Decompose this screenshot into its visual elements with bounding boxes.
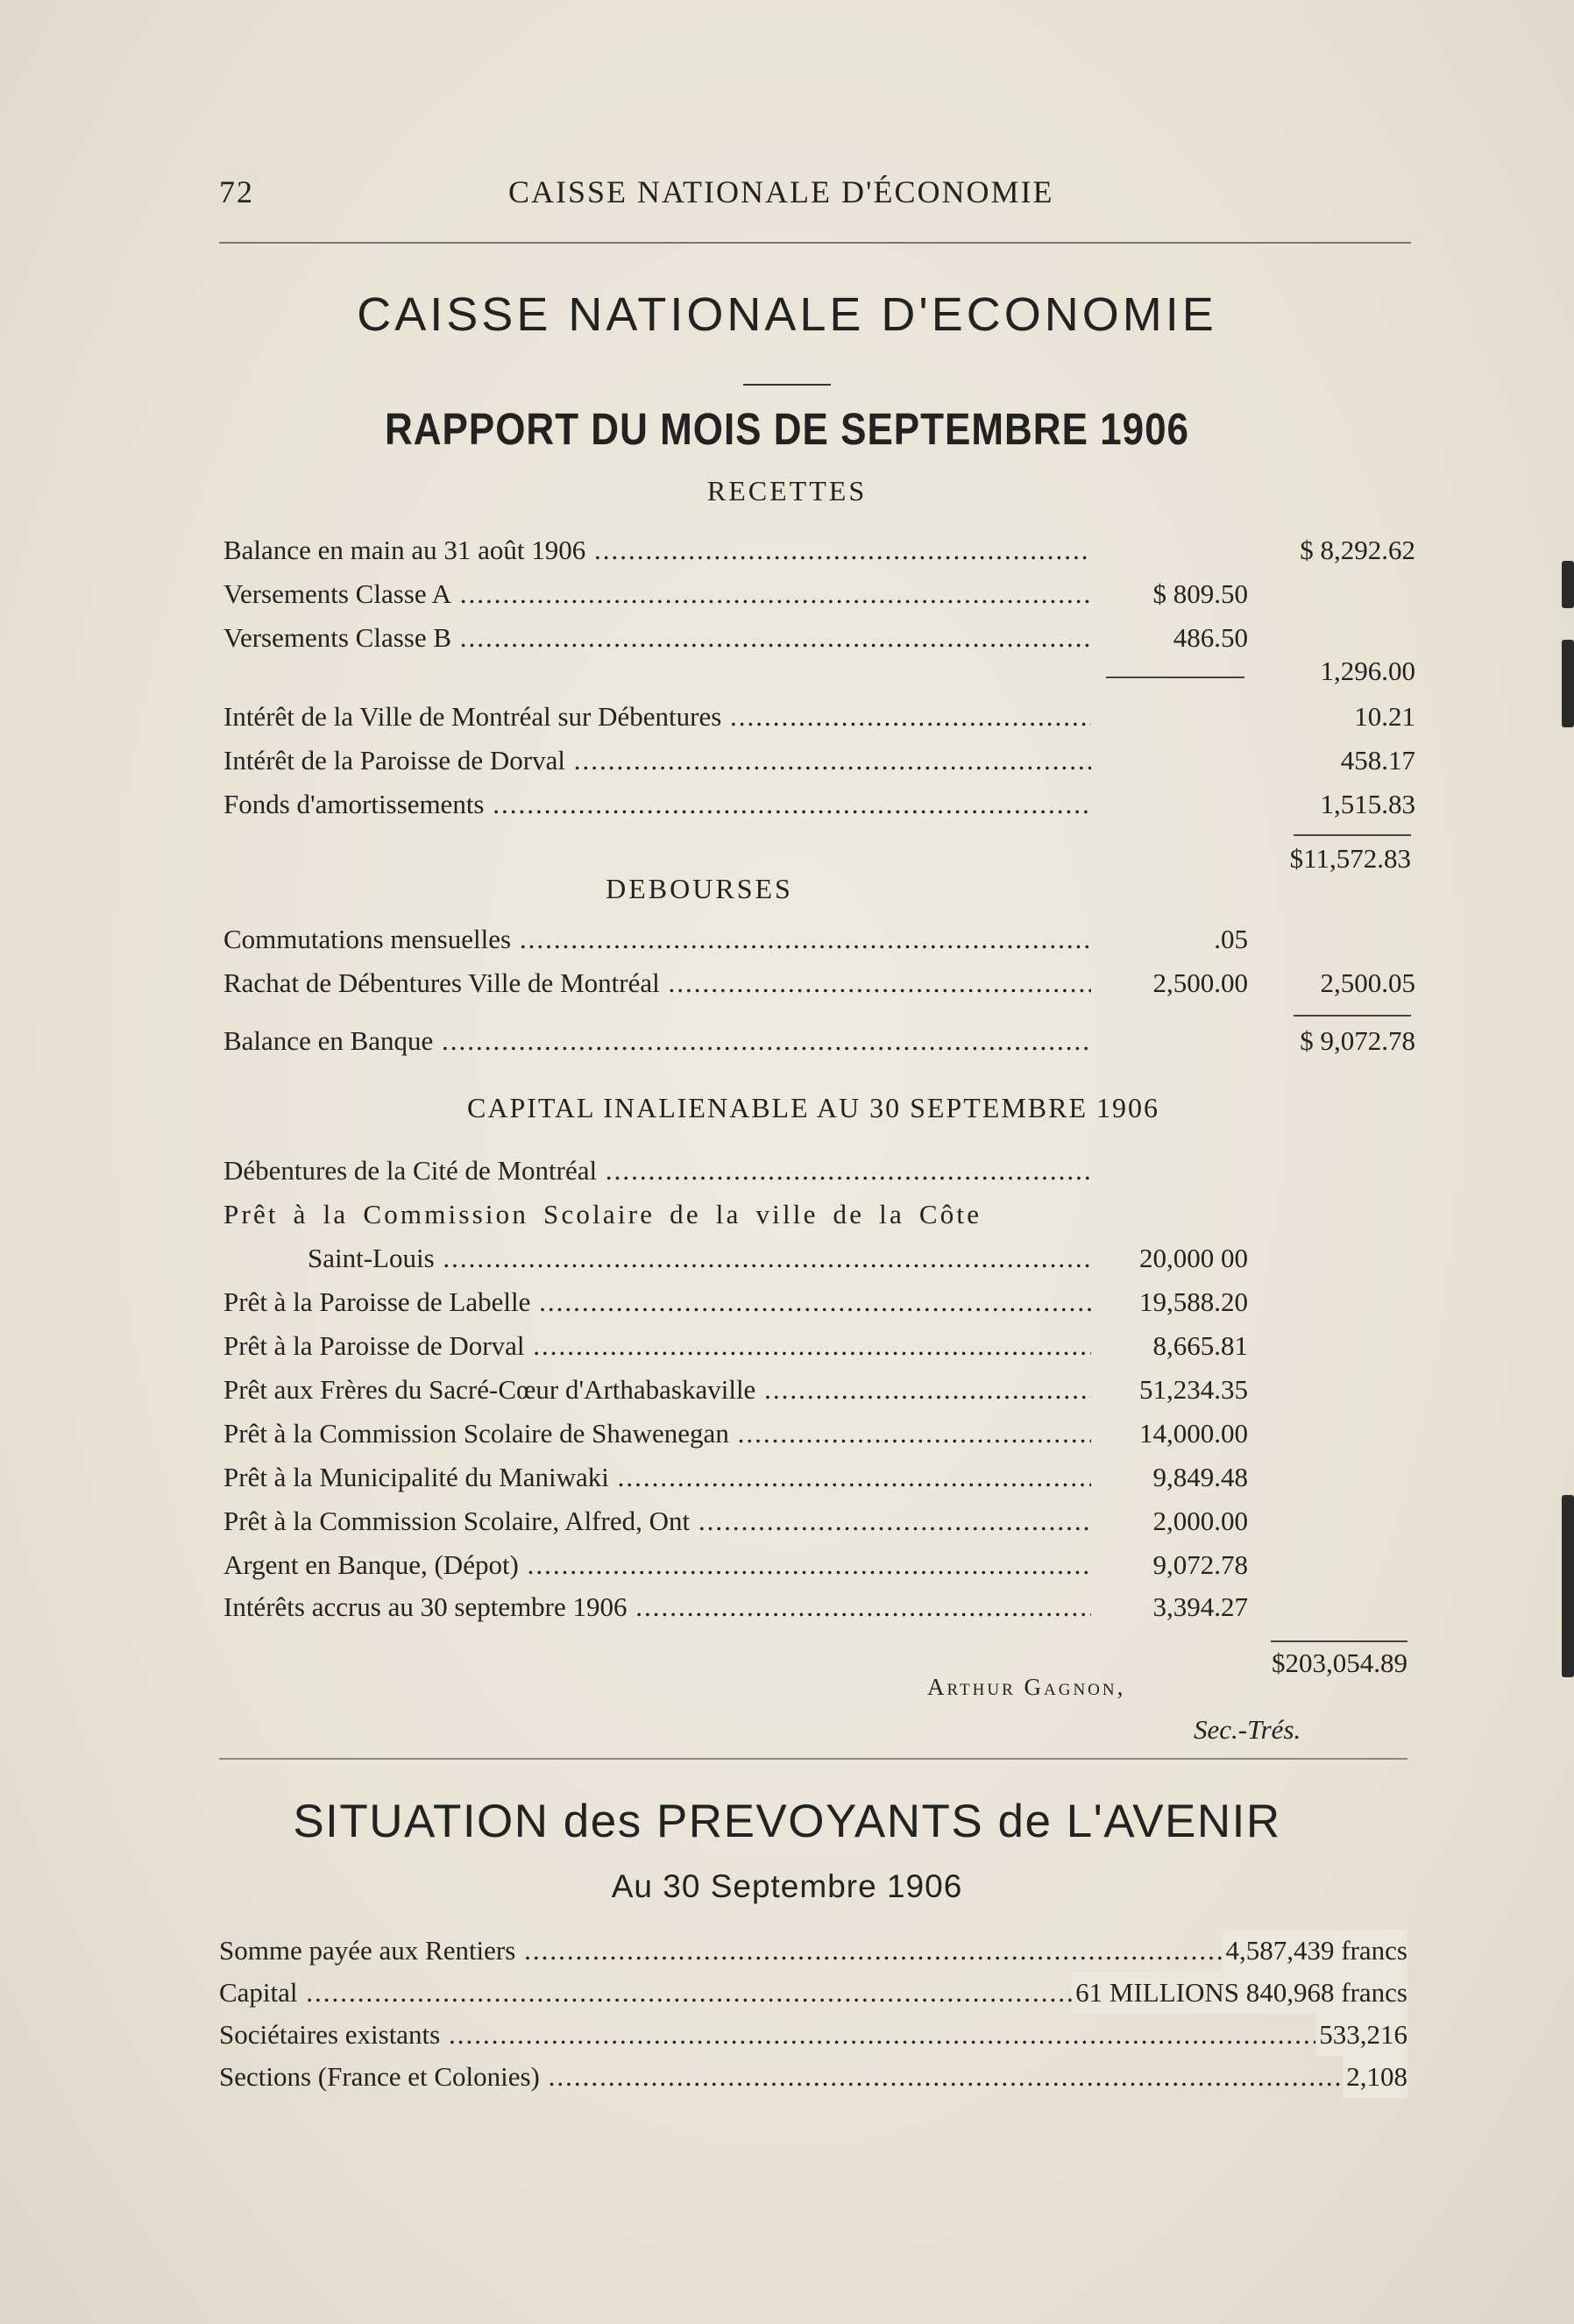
row-label: Rachat de Débentures Ville de Montréal ..... xyxy=(223,964,1091,1003)
binding-clip xyxy=(1562,1495,1574,1677)
row-label: Balance en main au 31 août 1906 ..... xyxy=(223,531,1091,570)
recettes-row xyxy=(223,698,1415,736)
row-value: $ 9,072.78 xyxy=(1300,1025,1415,1056)
running-title: CAISSE NATIONALE D'ÉCONOMIE xyxy=(508,174,1054,209)
row-label: Prêt à la Commission Scolaire de Shawenegan ..... xyxy=(223,1414,1091,1453)
capital-row xyxy=(223,1414,1415,1453)
row-label: Sociétaires existants ..... xyxy=(219,2019,1407,2050)
prevoyants-row xyxy=(219,1972,1407,2014)
prevoyants-title: SITUATION des PREVOYANTS de L'AVENIR xyxy=(293,1796,1281,1847)
binding-clip xyxy=(1562,561,1574,608)
row-label: Fonds d'amortissements ..... xyxy=(223,785,1091,824)
row-label: Argent en Banque, (Dépot) ..... xyxy=(223,1546,1091,1584)
capital-row xyxy=(223,1502,1415,1541)
row-label: Intérêts accrus au 30 septembre 1906 ..... xyxy=(223,1588,1091,1626)
running-header xyxy=(219,174,1411,217)
prevoyants-subtitle: Au 30 Septembre 1906 xyxy=(611,1868,963,1904)
recettes-total: $11,572.83 xyxy=(1289,843,1411,874)
row-label: Prêt à la Commission Scolaire de la ville de la Côte xyxy=(223,1199,982,1229)
row-value: 3,394.27 xyxy=(1152,1591,1248,1622)
row-value: 10.21 xyxy=(1354,701,1415,732)
row-value: 19,588.20 xyxy=(1139,1286,1248,1317)
debourses-row xyxy=(223,964,1415,1003)
row-value: 4,587,439 francs xyxy=(1223,1930,1407,1972)
signature-title: Sec.-Trés. xyxy=(1194,1714,1301,1745)
capital-total: $203,054.89 xyxy=(1272,1647,1407,1678)
row-label: Commutations mensuelles ..... xyxy=(223,920,1091,959)
row-value: $ 8,292.62 xyxy=(1300,535,1415,565)
capital-row xyxy=(223,1588,1415,1626)
row-value: 2,000.00 xyxy=(1152,1506,1248,1536)
recettes-row xyxy=(223,785,1415,824)
debourses-heading: DEBOURSES xyxy=(606,873,793,904)
row-label: Intérêt de la Paroisse de Dorval ..... xyxy=(223,741,1091,780)
capital-row xyxy=(223,1327,1415,1365)
row-value: 9,072.78 xyxy=(1152,1549,1248,1580)
row-value: .05 xyxy=(1214,924,1248,954)
total-rule xyxy=(1294,1015,1411,1017)
row-value: 533,216 xyxy=(1315,2014,1407,2056)
row-label: Prêt à la Paroisse de Labelle ..... xyxy=(223,1283,1091,1321)
row-value: 1,515.83 xyxy=(1320,789,1415,819)
row-label: Capital ..... xyxy=(219,1977,1407,2008)
section-rule xyxy=(219,1758,1407,1760)
row-label: Saint-Louis ..... xyxy=(308,1239,1091,1278)
row-label: Prêt à la Paroisse de Dorval ..... xyxy=(223,1327,1091,1365)
total-rule xyxy=(1294,834,1411,836)
recettes-row xyxy=(223,575,1415,613)
capital-row xyxy=(223,1546,1415,1584)
row-value: 51,234.35 xyxy=(1139,1374,1248,1405)
row-value: 2,108 xyxy=(1343,2056,1407,2098)
row-label: Sections (France et Colonies) ..... xyxy=(219,2061,1407,2092)
debourses-row xyxy=(223,920,1415,959)
row-value: 20,000 00 xyxy=(1139,1243,1248,1273)
recettes-row xyxy=(223,531,1415,570)
page-number: 72 xyxy=(219,174,254,209)
row-value: 8,665.81 xyxy=(1152,1330,1248,1361)
total-rule xyxy=(1271,1640,1407,1642)
row-label: Intérêt de la Ville de Montréal sur Débentures ..... xyxy=(223,698,1091,736)
row-value: 2,500.05 xyxy=(1320,967,1415,998)
row-label: Versements Classe B ..... xyxy=(223,619,1091,657)
row-label: Prêt à la Municipalité du Maniwaki ..... xyxy=(223,1458,1091,1497)
recettes-row xyxy=(223,741,1415,780)
row-label: Versements Classe A ..... xyxy=(223,575,1091,613)
row-value: 2,500.00 xyxy=(1152,967,1248,998)
title-rule xyxy=(743,384,831,386)
report-title: RAPPORT DU MOIS DE SEPTEMBRE 1906 xyxy=(384,405,1190,455)
capital-row xyxy=(223,1371,1415,1409)
recettes-subtotal-row xyxy=(223,652,1415,691)
capital-row xyxy=(223,1458,1415,1497)
capital-row xyxy=(223,1151,1415,1190)
row-label: Prêt à la Commission Scolaire, Alfred, Ont ..... xyxy=(223,1502,1091,1541)
main-title: CAISSE NATIONALE D'ECONOMIE xyxy=(357,288,1217,341)
capital-heading: CAPITAL INALIENABLE AU 30 SEPTEMBRE 1906 xyxy=(466,1092,1159,1123)
row-value: 486.50 xyxy=(1173,622,1248,653)
row-label: Somme payée aux Rentiers ..... xyxy=(219,1935,1407,1966)
prevoyants-row xyxy=(219,1930,1407,1972)
row-value: $ 809.50 xyxy=(1152,578,1248,609)
prevoyants-row xyxy=(219,2056,1407,2098)
row-label: Balance en Banque ..... xyxy=(223,1022,1091,1060)
signature-name: Arthur Gagnon, xyxy=(927,1674,1126,1700)
prevoyants-row xyxy=(219,2014,1407,2056)
row-value: 1,296.00 xyxy=(1320,655,1415,686)
balance-row xyxy=(223,1022,1415,1060)
header-rule xyxy=(219,242,1411,244)
binding-clip xyxy=(1562,640,1574,727)
row-value: 61 MILLIONS 840,968 francs xyxy=(1072,1972,1407,2014)
row-value: 14,000.00 xyxy=(1139,1418,1248,1449)
recettes-heading: RECETTES xyxy=(706,475,868,507)
row-label: Débentures de la Cité de Montréal ..... xyxy=(223,1151,1091,1190)
row-label: Prêt aux Frères du Sacré-Cœur d'Arthabaskaville ..... xyxy=(223,1371,1091,1409)
capital-row xyxy=(223,1195,1415,1234)
capital-row xyxy=(223,1239,1415,1278)
row-value: 458.17 xyxy=(1340,745,1415,776)
row-value: 9,849.48 xyxy=(1152,1462,1248,1492)
capital-row xyxy=(223,1283,1415,1321)
